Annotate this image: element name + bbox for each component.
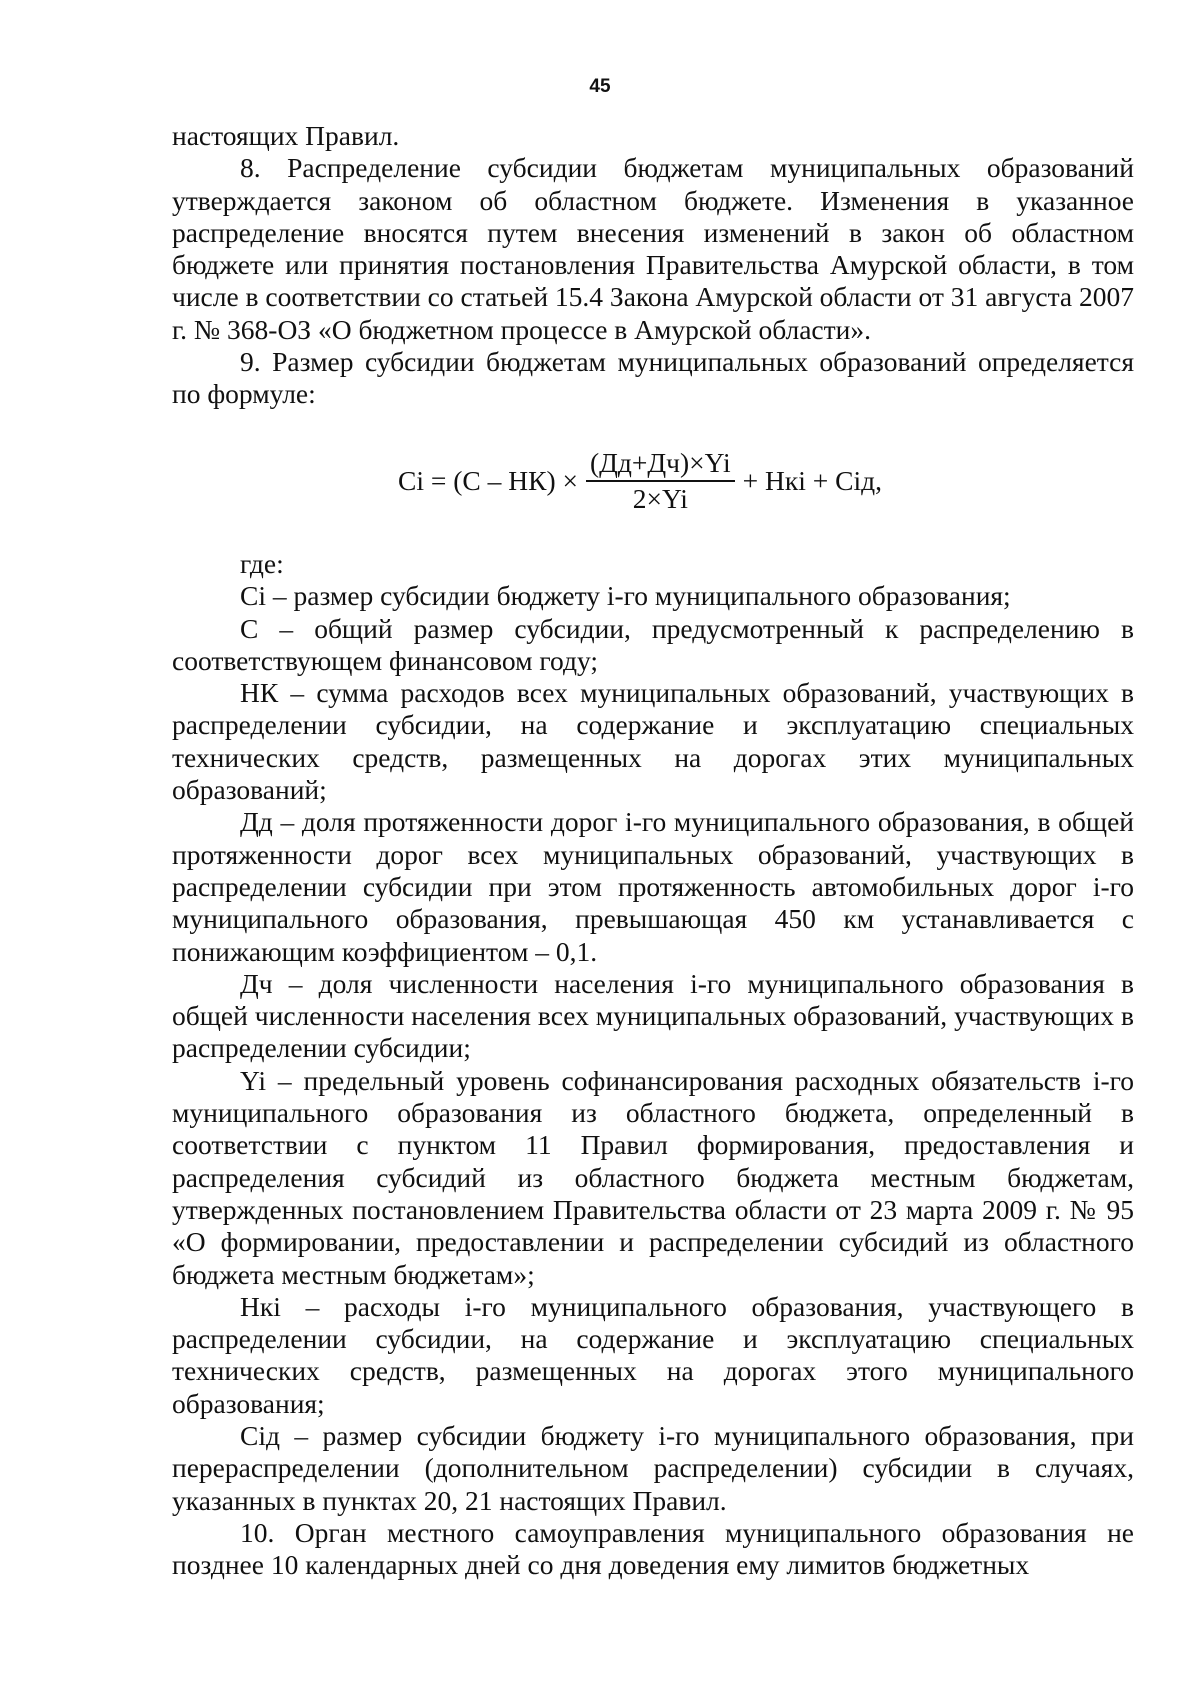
page-number: 45 [589,76,611,97]
formula-denominator: 2×Yi [632,483,688,514]
definition-cid: Ciд – размер субсидии бюджету i-го муниципального образования, при перераспределении (дополнительном распределении) субсидии в случаях, указанных в пунктах 20, 21 настоящих Правил. [172,1420,1134,1516]
definition-dch: Дч – доля численности населения i-го муниципального образования в общей численности населения всех муниципальных образований, участвующих в распределении субсидии; [172,967,1134,1064]
paragraph-9: 9. Размер субсидии бюджетам муниципальных образований определяется по формуле: [172,346,1134,410]
formula [398,446,882,516]
text-block-bottom [172,548,1134,1582]
definition-nk: НК – сумма расходов всех муниципальных образований, участвующих в распределении субсидии, на содержание и эксплуатацию специальных технических средств, размещенных на дорогах этих муниципальных образований; [172,677,1134,806]
where-label: где: [240,548,284,579]
definition-c: C – общий размер субсидии, предусмотренный к распределению в соответствующем финансовом году; [172,612,1134,676]
definition-dd: Дд – доля протяженности дорог i-го муниципального образования, в общей протяженности дорог всех муниципальных образований, участвующих в распределении субсидии при этом протяженность автомобильных дорог i-го муниципального образования, превышающая 450 км устанавливается с понижающим коэффициентом – 0,1. [172,806,1134,967]
definition-nki: Нкi – расходы i-го муниципального образования, участвующего в распределении субсидии, на содержание и эксплуатацию специальных технических средств, размещенных на дорогах этого муниципального образования; [172,1290,1134,1419]
paragraph-continuation: настоящих Правил. [172,120,400,151]
formula-numerator: (Дд+Дч)×Yi [586,448,735,482]
formula-left: Ci = (C – НК) × [398,465,578,496]
text-block-top [172,120,1134,411]
formula-fraction [586,448,735,514]
paragraph-10: 10. Орган местного самоуправления муниципального образования не позднее 10 календарных дней со дня доведения ему лимитов бюджетных [172,1516,1134,1581]
definition-yi: Yi – предельный уровень софинансирования расходных обязательств i-го муниципального образования из областного бюджета, определенный в соответствии с пунктом 11 Правил формирования, предоставления и распределения субсидий из областного бюджета местным бюджетам, утвержденных постановлением Правительства области от 23 марта 2009 г. № 95 «О формировании, предоставлении и распределении субсидий из областного бюджета местным бюджетам»; [172,1064,1134,1290]
paragraph-8: 8. Распределение субсидии бюджетам муниципальных образований утверждается законом об областном бюджете. Изменения в указанное распределение вносятся путем внесения изменений в закон об областном бюджете или принятия постановления Правительства Амурской области, в том числе в соответствии со статьей 15.4 Закона Амурской области от 31 августа 2007 г. № 368-ОЗ «О бюджетном процессе в Амурской области». [172,152,1135,345]
formula-right: + Нкi + Ciд, [742,465,883,496]
definition-ci: Ci – размер субсидии бюджету i-го муниципального образования; [240,580,1011,612]
